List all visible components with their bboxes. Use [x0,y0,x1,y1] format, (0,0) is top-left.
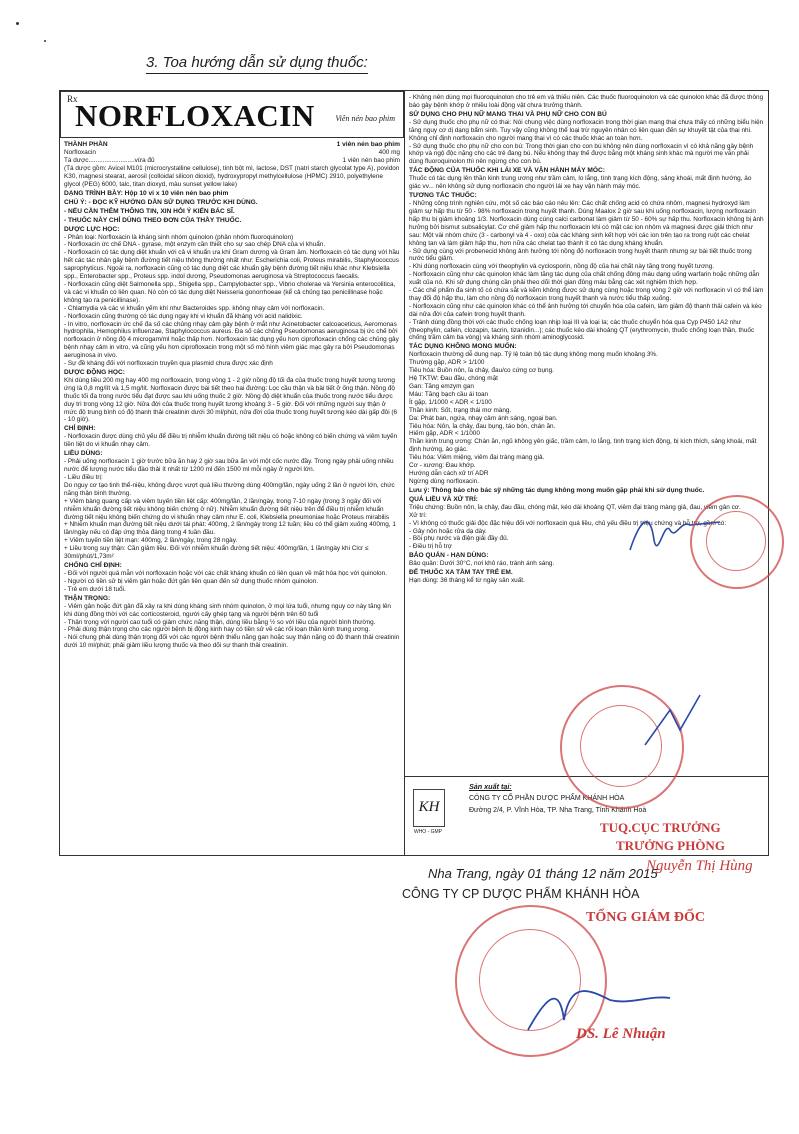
manufacturer-label: Sản xuất tại: [469,782,512,791]
row-value: 1 viên nén bao phim [336,141,400,148]
paragraph: + Viêm bàng quang cấp và viêm tuyến tiền liệt cấp: 400mg/lần, 2 lần/ngày, trong 7-10 ngày (trong 3 ngày đối với nhiễm khuẩn đường tiết niệu không biến chứng ở nữ). Nhiễm khuẩn đường tiết niệu trên để điều trị nhiễm khuẩn đường tiết niệu không biến chứng do vi khuẩn nhạy cảm như E. coli, Klebsiella pneumoniae hoặc Proteus mirabilis [64,497,390,521]
paragraph: + Liều trong suy thận: Cần giảm liều. Đối với nhiễm khuẩn đường tiết niệu: 400mg/lần, 1 lần/ngày khi Clcr ≤ 30ml/phút/1,73m² [64,545,369,561]
paragraph: - Liều điều trị: [64,474,103,481]
paragraph: - Norfloxacin có tác dụng diệt khuẩn với cả vi khuẩn ưa khí Gram dương và Gram âm. Norfloxacin có tác dụng với hầu hết các tác nhân gây bệnh đường tiết niệu thông thường nhất như: Escherichia coli, Proteus mirabilis, Staphylococcus saprophyticus. Ngoài ra, norfloxacin cũng có tác dụng diệt các khuẩn gây bệnh đường tiết niệu khác như Klebsiella spp., Enterobacter spp., Proteus spp. indol dương, Pseudomonas aeruginosa và Streptococcus faecalis. [64,249,400,281]
paragraph: Gan: Tăng emzym gan [409,383,474,390]
paragraph: Thường gặp, ADR > 1/100 [409,359,485,367]
row-label: Tá dược..........................vừa đủ [64,156,155,164]
section-header: BẢO QUẢN - HẠN DÙNG: [409,552,489,560]
company-logo: KH [413,789,445,827]
paragraph: - Sử dụng thuốc cho phụ nữ cho con bú: Trong thời gian cho con bú không nên dùng norfloxacin vì có khả năng gây bệnh khớp và ngộ độc nặng cho các trẻ đang bú. Nếu không thay thế được bằng một kháng sinh khác mà người mẹ vẫn phải dùng fluoroquinolon thì nên ngừng cho con bú. [409,142,754,166]
section-header: ĐỂ THUỐC XA TẦM TAY TRẺ EM. [409,569,513,577]
row-value: 1 viên nén bao phim [342,156,400,164]
paragraph: - Norfloxacin cũng thường có tác dụng ngay khi vi khuẩn đã kháng với acid nalidixic. [64,312,303,320]
paragraph: - Gây nôn hoặc rửa dạ dày. [409,527,487,535]
paragraph: - Norfloxacin ức chế DNA - gyrase, một enzym cần thiết cho sự sao chép DNA của vi khuẩn. [64,241,326,249]
scan-speck [44,40,46,42]
paragraph: Khi dùng liều 200 mg hay 400 mg norfloxacin, trong vòng 1 - 2 giờ nồng độ tối đa của thuốc trong huyết tương tương ứng là 0,8 mg/lít và 1,5 mg/lít. Norfloxacin được bài tiết theo hai đường: Lọc cầu thận và bài tiết ở ống thận. Nồng độ thuốc tối đa trong nước tiểu đạt được sau khi uống thuốc 2 giờ. Nồng độ diệt khuẩn của thuốc trong nước tiểu được duy trì trong vòng 12 giờ. Nửa đời của thuốc trong huyết tương khoảng 3 - 5 giờ. Đối với những người suy thận ở mức độ trung bình có độ thanh thải creatinin dưới 30 ml/phút, nửa đời của thuốc trong huyết tương kéo dài gấp đôi (6 - 10 giờ). [64,376,398,424]
paragraph: Do nguy cơ tạo tinh thể-niệu, không được vượt quá liều thường dùng 400mg/lần, ngày uống 2 lần ở người lớn, chức năng thận bình thường. [64,481,395,497]
section-header: TƯƠNG TÁC THUỐC: [409,192,477,200]
approval-name: Nguyễn Thị Hùng [646,858,753,874]
rx-symbol: Rx [67,94,78,104]
approval-title: TUQ.CỤC TRƯỞNG [600,820,721,835]
paragraph: - Norfloxacin được dùng chủ yếu để điều trị nhiễm khuẩn đường tiết niệu có hoặc không có biến chứng và viêm tuyến tiền liệt do vi khuẩn nhạy cảm. [64,433,398,449]
paragraph: - Những công trình nghiên cứu, một số các báo cáo nêu lên: Các chất chống acid có chứa nhôm, magnesi hydroxyd làm giảm sự hấp thu từ 50 - 98% norfloxacin trong huyết thanh. Dùng Maalox 2 giờ sau khi uống norfloxacin, lượng norfloxacin hấp thu bị giảm khoảng 1/3. Norfloxacin dùng cùng calci carbonat làm giảm từ 50 - 60% sự hấp thu. Norfloxacin không bị ảnh hưởng bởi bismut subsalicylat. Cơ chế giảm hấp thu norfloxacin khi có mặt các ion nhôm và magnesi được giải thích như sau: Một vài nhóm chức (3 - carbonyl và 4 - oxo) của các kháng sinh kết hợp với các ion trên tạo ra trong ruột các chelat không tan và làm giảm hấp thu, hơn nữa các chelat tạo thành ít có tác dụng kháng khuẩn. [409,200,764,247]
paragraph: + Nhiễm khuẩn mạn đường tiết niệu dưới tái phát: 400mg, 2 lần/ngày trong 12 tuần; liều có thể giảm xuống 400mg, 1 lần/ngày nếu có đáp ứng thỏa đáng trong 4 tuần đầu. [64,521,396,537]
section-header: THẬN TRỌNG: [64,594,111,602]
drug-name: NORFLOXACIN [75,98,315,133]
manufacturer-company: CÔNG TY CỔ PHẦN DƯỢC PHẨM KHÁNH HÒA [469,795,625,802]
round-stamp [690,495,784,589]
row-value: 400 mg [378,149,400,156]
section-header: CHÚ Ý: - ĐỌC KỸ HƯỚNG DẪN SỬ DỤNG TRƯỚC KHI DÙNG. [64,198,258,206]
section-header: DƯỢC ĐỘNG HỌC: [64,368,125,376]
paragraph: Hướng dẫn cách xử trí ADR [409,469,489,477]
section-heading: 3. Toa hướng dẫn sử dụng thuốc: [146,54,368,71]
paragraph: Hạn dùng: 36 tháng kể từ ngày sản xuất. [409,577,525,585]
paragraph: Thần kinh trung ương: Chán ăn, ngủ không yên giấc, trầm cảm, lo lắng, tình trạng kích động, bị kích thích, sảng khoái, mất định hướng, ảo giác. [409,438,757,454]
section-header: - NẾU CẦN THÊM THÔNG TIN, XIN HỎI Ý KIẾN BÁC SĨ. [64,207,235,215]
paragraph: Norfloxacin thường dễ dung nạp. Tỷ lệ toàn bộ tác dụng không mong muốn khoảng 3%. [409,351,658,359]
paragraph: - Sự đề kháng đối với norfloxacin truyền qua plasmid chưa được xác định [64,360,273,368]
paragraph: Ngừng dùng norfloxacin. [409,477,480,485]
paragraph: - Khi dùng norfloxacin cùng với theophylin và cyclosporin, nồng độ của hai chất này tăng trong huyết tương. [409,263,715,271]
signature-mark [640,690,710,750]
paragraph: Máu: Tăng bạch cầu ái toan [409,390,489,398]
composition-row [64,149,400,157]
left-column [60,91,405,855]
title-box [60,91,404,138]
drug-form: Viên nén bao phim [335,114,395,123]
composition-row [64,141,400,149]
section-header: TÁC ĐỘNG CỦA THUỐC KHI LÁI XE VÀ VẬN HÀNH MÁY MÓC: [409,167,605,175]
paragraph: - Vì không có thuốc giải độc đặc hiệu đối với norfloxacin quá liều, chủ yếu điều trị triệu chứng và hỗ trợ, gồm có: [409,519,727,527]
company-line: CÔNG TY CP DƯỢC PHẨM KHÁNH HÒA [402,887,640,901]
paragraph: - Tránh dùng đồng thời với các thuốc chống loạn nhịp loại III và loại Ia; các thuốc chuyển hóa qua Cyp P450 1A2 như (theophylin, cafein, clozapin, tacrin, tizanidin...); các thuốc kéo dài khoảng QT (erythromycin, thuốc chống loạn thần, thuốc chống trầm cảm ba vòng) và kháng sinh nhóm aminoglycosid. [409,318,755,342]
paragraph: + Viêm tuyến tiền liệt mạn: 400mg, 2 lần/ngày, trong 28 ngày. [64,537,238,545]
scan-speck [16,22,19,25]
section-header: LIỀU DÙNG: [64,450,103,458]
section-header: CHỈ ĐỊNH: [64,425,96,433]
section-header: TÁC DỤNG KHÔNG MONG MUỐN: [409,343,517,351]
paragraph: (Tá dược gồm: Avicel M101 (microcrystalline cellulose), tinh bột mì, lactose, DST (natri starch glycolat type A), povidon K30, magnesi stearat, aerosil (colloidal silicon dioxid), hydroxypropyl methylcellulose (HPMC) 2910, polyethylene glycol (PEG) 6000, talc, titan dioxyd, màu sunset yellow lake) [64,164,400,188]
gmp-caption: WHO - GMP [413,829,443,835]
director-name: DS. Lê Nhuận [576,1026,666,1042]
date-line: Nha Trang, ngày 01 tháng 12 năm 2015 [428,866,658,881]
paragraph: - In vitro, norfloxacin ức chế đa số các chủng nhạy cảm gây bệnh ở mắt như Acinetobacter calcoaceticus, Aeromonas hydrophila, Hemophilus influenzae, Staphylococcus aureus. Đa số các chủng Pseudomonas aeruginosa bị ức chế bởi norfloxacin ở nồng độ 4 microgam/ml hoặc thấp hơn. Norfloxacin tác dụng yếu hơn ciprofloxacin chống các chủng gây bệnh nhạy cảm in vitro, và cũng yếu hơn ciprofloxacin trong một số mô hình viêm giác mạc gây ra bởi Pseudomonas aeruginosa in vivo. [64,320,399,360]
section-header: QUÁ LIỀU VÀ XỬ TRÍ: [409,495,478,503]
paragraph: Ít gặp, 1/1000 < ADR < 1/100 [409,398,492,406]
paragraph: - Phải dùng thận trọng cho các người bệnh bị động kinh hay có tiền sử về các rối loạn thần kinh trung ương. [64,626,371,634]
director-title: TỔNG GIÁM ĐỐC [586,910,705,925]
left-text [64,141,400,650]
paragraph: - Norfloxacin cũng như các quinolon khác có thể ảnh hưởng tới chuyển hóa của cafein, làm giảm độ thanh thải cafein và kéo dài nửa đời của cafein trong huyết thanh. [409,302,762,318]
paragraph: Tiêu hóa: Viêm miệng, viêm đại tràng màng giả. [409,454,545,462]
section-header: DƯỢC LỰC HỌC: [64,225,120,233]
paragraph: - Phải uống norfloxacin 1 giờ trước bữa ăn hay 2 giờ sau bữa ăn với một cốc nước đầy. Trong ngày phải uống nhiều nước để lượng nước tiểu đào thải ít nhất từ 1200 ml đến 1500 ml mỗi ngày ở người lớn. [64,458,394,474]
paragraph: Triệu chứng: Buồn nôn, ỉa chảy, đau đầu, chóng mặt, kéo dài khoảng QT, viêm đại tràng màng giả, đau, viêm gân cơ. [409,503,741,511]
paragraph: - Bồi phụ nước và điện giải đầy đủ. [409,535,509,543]
paragraph: - Nói chung phải dùng thận trọng đối với các người bệnh thiểu năng gan hoặc suy thận nặng có độ thanh thải creatinin dưới 10 ml/phút; phải giảm liều lượng thuốc và theo dõi sự thanh thải creatinin. [64,634,400,650]
paragraph: - Sử dụng thuốc cho phụ nữ có thai: Nói chung việc dùng norfloxacin trong thời gian mang thai chưa thấy có những biểu hiện tăng nguy cơ dị dạng bẩm sinh. Tuy vậy cũng không thể loại trừ nguyên nhân có liên quan đến sự khuyết tật của thai nhi. Không chỉ định norfloxacin cho người mang thai vì có các thuốc khác an toàn hơn. [409,118,764,142]
paragraph: - Phân loại: Norfloxacin là kháng sinh nhóm quinolon (phân nhóm fluoroquinolon) [64,233,294,241]
section-header: CHỐNG CHỈ ĐỊNH: [64,561,122,569]
paragraph: - Sử dụng cùng với probenecid không ảnh hưởng tới nồng độ norfloxacin trong huyết thanh nhưng sự bài tiết thuốc trong nước tiểu giảm. [409,247,752,263]
paragraph: Tiêu hóa: Nôn, ỉa chảy, đau bụng, táo bón, chán ăn. [409,422,556,430]
paragraph: Hiếm gặp, ADR < 1/1000 [409,430,480,438]
section-header: Lưu ý: Thông báo cho bác sỹ những tác dụng không mong muốn gặp phải khi sử dụng thuốc. [409,486,705,494]
manufacturer-address: Đường 2/4, P. Vĩnh Hòa, TP. Nha Trang, Tỉnh Khánh Hoà [469,807,647,814]
section-header: DẠNG TRÌNH BÀY: Hộp 10 vỉ x 10 viên nén bao phim [64,189,229,197]
paragraph: - Norfloxacin cũng như các quinolon khác làm tăng tác dụng của chất chống đông máu dạng uống warfarin hoặc những dẫn xuất của nó. Khi sử dụng chúng cần phải theo dõi thời gian đông máu bằng các xét nghiệm thích hợp. [409,271,760,287]
paragraph: - Thận trọng với người cao tuổi có giảm chức năng thận, dùng liều bằng ½ so với liều của người bình thường. [64,618,376,626]
section-header: - THUỐC NÀY CHỈ DÙNG THEO ĐƠN CỦA THẦY THUỐC. [64,216,242,224]
paragraph: Thần kinh: Sốt, trạng thái mơ màng. [409,406,512,414]
paragraph: - Điều trị hỗ trợ [409,543,452,551]
paragraph: Da: Phát ban, ngứa, nhạy cảm ánh sáng, ngoại ban. [409,414,558,422]
paragraph: Cơ - xương: Đau khớp. [409,462,476,470]
paragraph: - Chlamydia và các vi khuẩn yếm khí như Bacteroides spp. không nhạy cảm với norfloxacin. [64,304,325,312]
paragraph: - Các chế phẩm đa sinh tố có chứa sắt và kẽm không được sử dụng cùng hoặc trong vòng 2 giờ với norfloxacin vì có thể làm thay đổi độ hấp thu, làm cho nồng độ norfloxacin trong huyết thanh và nước tiểu thấp xuống. [409,287,764,302]
paragraph: - Viêm gân hoặc đứt gân đã xảy ra khi dùng kháng sinh nhóm quinolon, ở mọi lứa tuổi, nhưng nguy cơ này tăng lên khi dùng đồng thời với các corticosteroid, người cấy ghép tạng và người bệnh trên 60 tuổi [64,602,391,618]
paragraph: Hệ TKTW: Đau đầu, chóng mặt [409,375,498,383]
paragraph: - Norfloxacin cũng diệt Salmonella spp., Shigella spp., Campylobacter spp., Vibrio cholerae và Yersinia enterocolitica, và các vi khuẩn có liên quan. Nó còn có tác dụng diệt Neisseria gonorrhoeae (kể cả chủng tạo penicillinase hoặc không tạo ra penicillinase). [64,280,396,304]
section-header: SỬ DỤNG CHO PHỤ NỮ MANG THAI VÀ PHỤ NỮ CHO CON BÚ [409,110,607,118]
paragraph: Thuốc có tác dụng lên thần kinh trung ương như trầm cảm, lo lắng, tình trạng kích động, sảng khoái, mất định hướng, ảo giác vv... nên không sử dụng norfloxacin cho người lái xe hay vận hành máy móc. [409,175,752,191]
paragraph: - Người có tiền sử bị viêm gân hoặc đứt gân liên quan đến sử dụng thuốc nhóm quinolon. [64,577,319,585]
row-label: Norfloxacin [64,149,96,156]
paragraph: Xử trí: [409,511,427,519]
composition-row [64,157,400,165]
paragraph: - Không nên dùng mọi fluoroquinolon cho trẻ em và thiếu niên. Các thuốc fluoroquinolon và các quinolon khác đã được thông báo gây bệnh khớp ở nhiều loài động vật chưa trưởng thành. [409,94,764,109]
paragraph: - Trẻ em dưới 18 tuổi. [64,585,126,593]
paragraph: Bảo quản: Dưới 30°C, nơi khô ráo, tránh ánh sáng. [409,560,555,568]
paragraph: - Đối với người quá mẫn với norfloxacin hoặc với các chất kháng khuẩn có liên quan về mặt hóa học với quinolon. [64,569,387,577]
approval-subtitle: TRƯỞNG PHÒNG [616,838,725,853]
row-label: THÀNH PHẦN [64,141,108,148]
paragraph: Tiêu hóa: Buồn nôn, ỉa chảy, đau/co cứng cơ bụng. [409,367,554,375]
